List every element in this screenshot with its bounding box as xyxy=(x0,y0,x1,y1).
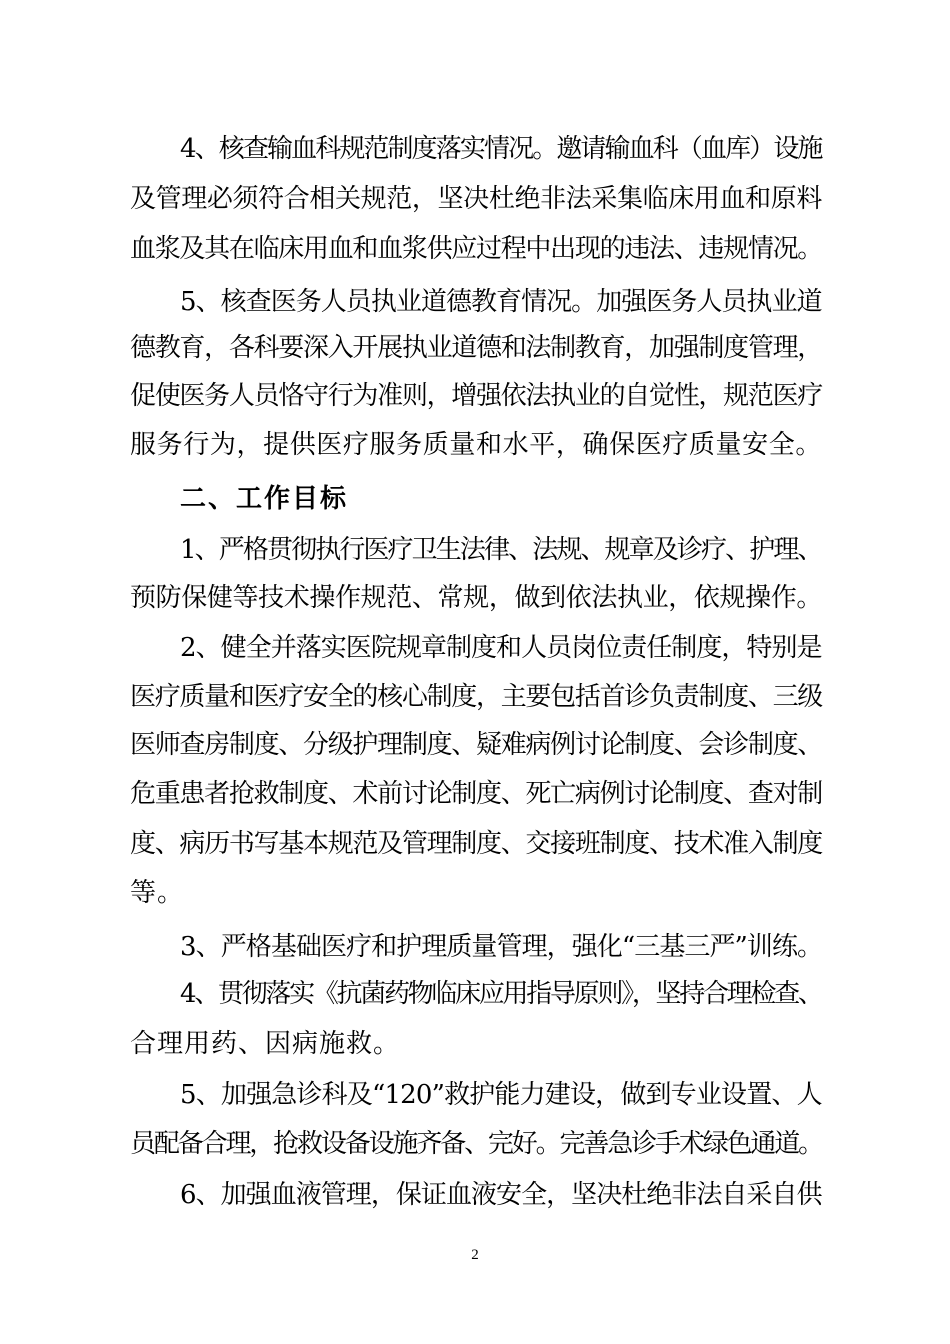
paragraph-line: 4、贯彻落实《抗菌药物临床应用指导原则》，坚持合理检查、 xyxy=(180,979,822,1009)
paragraph-line: 医师查房制度、分级护理制度、疑难病例讨论制度、会诊制度、 xyxy=(130,730,823,760)
paragraph-line: 医疗质量和医疗安全的核心制度，主要包括首诊负责制度、三级 xyxy=(130,682,823,712)
paragraph-line: 合理用药、因病施救。 xyxy=(130,1029,401,1059)
paragraph-line: 5、核查医务人员执业道德教育情况。加强医务人员执业道 xyxy=(180,287,822,317)
paragraph-line: 促使医务人员恪守行为准则，增强依法执业的自觉性，规范医疗 xyxy=(130,381,823,411)
paragraph-line: 2、健全并落实医院规章制度和人员岗位责任制度，特别是 xyxy=(180,633,822,663)
paragraph-line: 3、严格基础医疗和护理质量管理，强化“三基三严”训练。 xyxy=(180,932,823,962)
paragraph-line: 5、加强急诊科及“120”救护能力建设，做到专业设置、人 xyxy=(180,1080,822,1110)
paragraph-line: 血浆及其在临床用血和血浆供应过程中出现的违法、违规情况。 xyxy=(130,234,823,264)
paragraph-line: 4、核查输血科规范制度落实情况。邀请输血科（血库）设施 xyxy=(180,134,822,164)
section-heading: 二、工作目标 xyxy=(180,484,349,514)
paragraph-line: 6、加强血液管理，保证血液安全，坚决杜绝非法自采自供 xyxy=(180,1180,822,1210)
paragraph-line: 员配备合理，抢救设备设施齐备、完好。完善急诊手术绿色通道。 xyxy=(130,1129,823,1159)
paragraph-line: 预防保健等技术操作规范、常规，做到依法执业，依规操作。 xyxy=(130,583,823,613)
page-number: 2 xyxy=(471,1247,479,1263)
paragraph-line: 1、严格贯彻执行医疗卫生法律、法规、规章及诊疗、护理、 xyxy=(180,535,822,565)
paragraph-line: 等。 xyxy=(130,878,185,908)
paragraph-line: 度、病历书写基本规范及管理制度、交接班制度、技术准入制度 xyxy=(130,829,823,859)
paragraph-line: 德教育，各科要深入开展执业道德和法制教育，加强制度管理， xyxy=(130,333,823,363)
paragraph-line: 及管理必须符合相关规范，坚决杜绝非法采集临床用血和原料 xyxy=(130,184,823,214)
paragraph-line: 服务行为，提供医疗服务质量和水平，确保医疗质量安全。 xyxy=(130,430,823,460)
paragraph-line: 危重患者抢救制度、术前讨论制度、死亡病例讨论制度、查对制 xyxy=(130,779,823,809)
